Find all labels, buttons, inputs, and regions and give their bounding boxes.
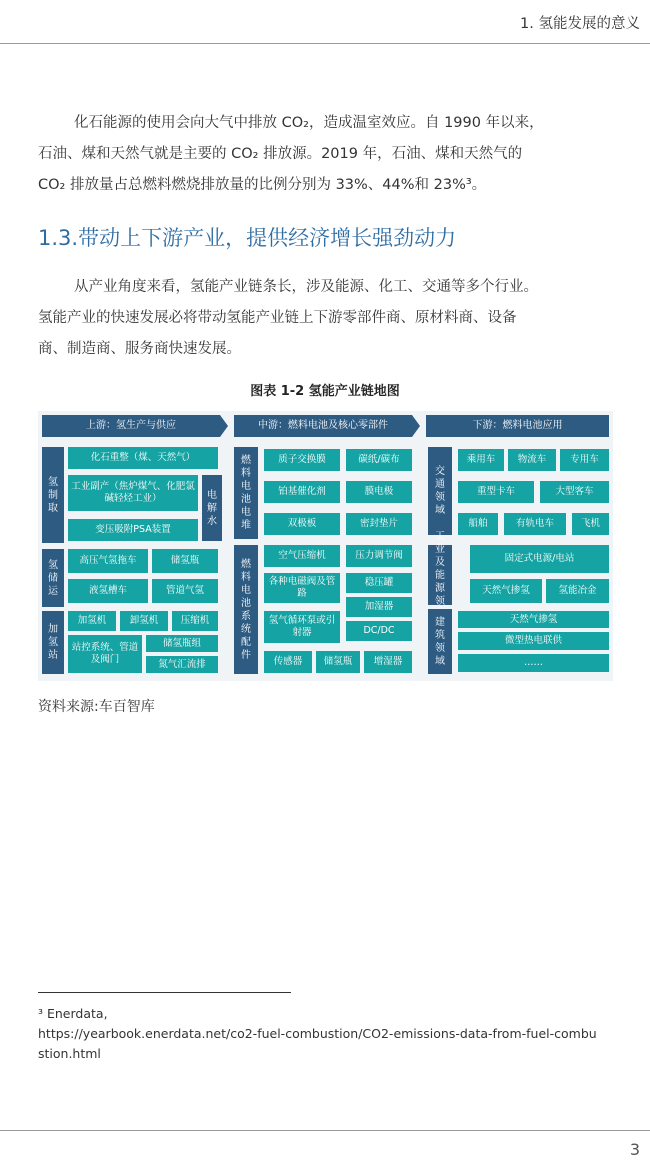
box-ng-blending: 天然气掺氢: [470, 579, 542, 603]
box-passenger-car: 乘用车: [458, 449, 504, 471]
box-mea: 膜电极: [346, 481, 412, 503]
paragraph-line: 商、制造商、服务商快速发展。: [38, 341, 241, 357]
category-hydrogen-production: 氢制取: [42, 447, 64, 543]
box-logistics-vehicle: 物流车: [508, 449, 556, 471]
arrow-icon: [412, 415, 420, 437]
box-recirculation-pump: 氢气循环泵或引射器: [264, 611, 340, 643]
box-fossil-reforming: 化石重整（煤、天然气）: [68, 447, 218, 469]
footer-divider: [0, 1130, 650, 1131]
band-downstream: 下游：燃料电池应用: [426, 415, 609, 437]
box-liquid-tanker: 液氢槽车: [68, 579, 148, 603]
band-upstream: 上游：氢生产与供应: [42, 415, 220, 437]
box-heavy-truck: 重型卡车: [458, 481, 534, 503]
box-tram: 有轨电车: [504, 513, 566, 535]
box-carbon-paper: 碳纸/碳布: [346, 449, 412, 471]
footnote-url-line[interactable]: https://yearbook.enerdata.net/co2-fuel-combustion/CO2-emissions-data-from-fuel-combu: [38, 1026, 597, 1041]
footnote-line: ³ Enerdata,: [38, 1006, 108, 1021]
box-sensor: 传感器: [264, 651, 312, 673]
category-buildings: 建筑领域: [428, 609, 452, 674]
box-compressor: 压缩机: [172, 611, 218, 631]
box-bipolar-plate: 双极板: [264, 513, 340, 535]
intro-paragraph: [38, 108, 618, 201]
box-humidifier: 加湿器: [346, 597, 412, 617]
box-ellipsis: ……: [458, 654, 609, 672]
footnote-url-line[interactable]: stion.html: [38, 1046, 101, 1061]
category-system-components: 燃料电池系统配件: [234, 545, 258, 674]
box-surge-tank: 稳压罐: [346, 573, 412, 593]
box-pipeline-hydrogen: 管道气氢: [152, 579, 218, 603]
band-midstream: 中游：燃料电池及核心零部件: [234, 415, 412, 437]
box-special-vehicle: 专用车: [560, 449, 609, 471]
box-dispenser: 加氢机: [68, 611, 116, 631]
industry-paragraph: [38, 272, 618, 365]
arrow-icon: [220, 415, 228, 437]
paragraph-line: 化石能源的使用会向大气中排放 CO₂，造成温室效应。自 1990 年以来，: [74, 115, 544, 131]
box-aircraft: 飞机: [572, 513, 609, 535]
box-ship: 船舶: [458, 513, 498, 535]
header-divider: [0, 43, 650, 44]
figure-caption: 图表 1-2 氢能产业链地图: [250, 384, 400, 399]
industry-chain-diagram: [38, 411, 613, 681]
box-storage-tank: 储氢瓶: [316, 651, 360, 673]
box-nitrogen-manifold: 氮气汇流排: [146, 656, 218, 673]
box-large-bus: 大型客车: [540, 481, 609, 503]
category-electrolysis: 电解水: [202, 475, 222, 541]
box-solenoid-valves: 各种电磁阀及管路: [264, 573, 340, 603]
box-hydrogen-metallurgy: 氢能冶金: [546, 579, 609, 603]
box-pressure-valve: 压力调节阀: [346, 545, 412, 567]
box-gasket: 密封垫片: [346, 513, 412, 535]
box-micro-chp: 微型热电联供: [458, 632, 609, 650]
box-industrial-byproduct: 工业副产（焦炉煤气、化肥氯碱轻烃工业）: [68, 475, 198, 511]
box-humidifier-2: 增湿器: [364, 651, 412, 673]
page-number: 3: [629, 1140, 640, 1159]
category-fuel-cell-stack: 燃料电池电堆: [234, 447, 258, 539]
footnote: [38, 1004, 618, 1064]
box-stationary-power: 固定式电源/电站: [470, 545, 609, 573]
box-station-control: 站控系统、管道及阀门: [68, 635, 142, 673]
box-unloader: 卸氢机: [120, 611, 168, 631]
box-cylinder-bank: 储氢瓶组: [146, 635, 218, 652]
paragraph-line: 石油、煤和天然气就是主要的 CO₂ 排放源。2019 年，石油、煤和天然气的: [38, 146, 523, 162]
box-platinum-catalyst: 铂基催化剂: [264, 481, 340, 503]
box-psa-unit: 变压吸附PSA装置: [68, 519, 198, 541]
box-dcdc: DC/DC: [346, 621, 412, 641]
category-hydrogen-storage: 氢储运: [42, 549, 64, 607]
paragraph-line: CO₂ 排放量占总燃料燃烧排放量的比例分别为 33%、44%和 23%³。: [38, 177, 487, 193]
box-high-pressure-trailer: 高压气氢拖车: [68, 549, 148, 573]
category-industry-energy: 工业及能源领: [428, 545, 452, 605]
paragraph-line: 氢能产业的快速发展必将带动氢能产业链上下游零部件商、原材料商、设备: [38, 310, 517, 326]
footnote-divider: [38, 992, 291, 993]
figure-source: 资料来源:车百智库: [38, 699, 155, 715]
category-transportation: 交通领域: [428, 447, 452, 535]
box-pem: 质子交换膜: [264, 449, 340, 471]
section-heading: 1.3.带动上下游产业，提供经济增长强劲动力: [38, 226, 457, 250]
box-storage-cylinder: 储氢瓶: [152, 549, 218, 573]
paragraph-line: 从产业角度来看，氢能产业链条长，涉及能源、化工、交通等多个行业。: [74, 279, 538, 295]
box-ng-blending-building: 天然气掺氢: [458, 611, 609, 628]
category-refueling-station: 加氢站: [42, 611, 64, 674]
running-header-title: 1. 氢能发展的意义: [520, 16, 640, 32]
box-air-compressor: 空气压缩机: [264, 545, 340, 567]
